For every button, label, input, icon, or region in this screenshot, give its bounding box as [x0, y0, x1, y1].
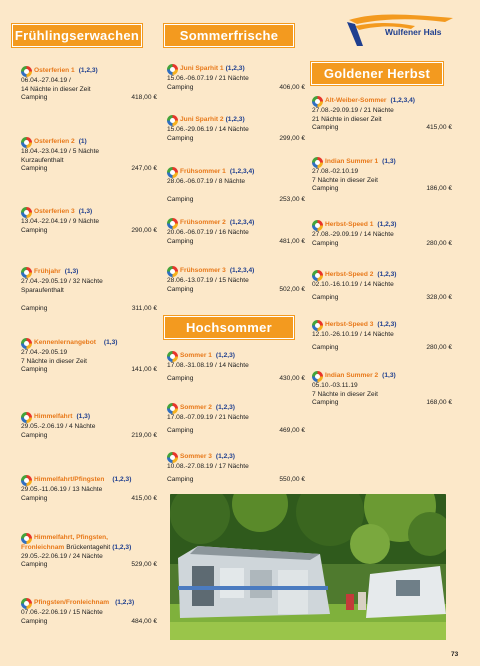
- offer-name: Pfingsten/Fronleichnam: [34, 599, 110, 607]
- offer-price: 219,00 €: [131, 431, 157, 439]
- offer-name: Himmelfahrt: [34, 413, 73, 421]
- offer-price: 168,00 €: [426, 399, 452, 407]
- offer-name: Juni Sparhit 2: [180, 116, 224, 124]
- offer-note: Kurzaufenthalt: [21, 156, 64, 164]
- offer-name: Himmelfahrt, Pfingsten,: [34, 534, 109, 542]
- offer-dates: 15.06.-29.06.19 / 14 Nächte: [167, 126, 249, 133]
- offer-dates: 29.05.-11.06.19 / 13 Nächte: [21, 486, 103, 493]
- offer-label: Camping: [167, 475, 194, 483]
- offer-note: 7 Nächte in dieser Zeit: [312, 390, 378, 398]
- offer-price: 253,00 €: [279, 195, 305, 203]
- campingplatz-icon: [167, 115, 178, 126]
- campingplatz-icon: [21, 598, 32, 609]
- offer-label: Camping: [167, 426, 194, 434]
- offer-dates: 27.04.-29.05.19 / 32 Nächte: [21, 278, 103, 285]
- offer-label: Camping: [21, 617, 48, 625]
- offer-label: Camping: [312, 399, 339, 407]
- offer-price: 328,00 €: [426, 293, 452, 301]
- offer-label: Camping: [312, 239, 339, 247]
- offer-osterferien-3: [21, 207, 157, 235]
- offer-label: Camping: [21, 431, 48, 439]
- offer-name: Frühsommer 1: [180, 168, 226, 176]
- offer-extra: Brückentagehit: [66, 544, 111, 551]
- offer-label: Camping: [21, 494, 48, 502]
- offer-dates: 17.08.-31.08.19 / 14 Nächte: [167, 362, 249, 369]
- offer-fruehsommer-1: [167, 167, 305, 204]
- offer-himmelfahrt-pfingsten-fronleichnam: [21, 533, 157, 570]
- offer-codes: (1,3): [64, 268, 79, 276]
- offer-indian-summer-2: [312, 371, 452, 408]
- offer-label: Camping: [21, 94, 48, 102]
- campingplatz-icon: [312, 157, 323, 168]
- logo-text: Wulfener Hals: [385, 27, 442, 37]
- offer-price: 484,00 €: [131, 617, 157, 625]
- campingplatz-icon: [312, 320, 323, 331]
- offer-codes: (1,2,3): [112, 476, 132, 484]
- offer-dates: 20.06.-06.07.19 / 16 Nächte: [167, 229, 249, 236]
- offer-codes: (1,2,3): [215, 404, 235, 412]
- offer-alt-weiber-sommer: [312, 96, 452, 133]
- offer-name: Frühsommer 3: [180, 267, 226, 275]
- offer-note: 14 Nächte in dieser Zeit: [21, 85, 91, 93]
- offer-label: Camping: [21, 561, 48, 569]
- offer-codes: (1,2,3): [115, 599, 135, 607]
- offer-dates: 02.10.-16.10.19 / 14 Nächte: [312, 281, 394, 288]
- offer-juni-sparhit-1: [167, 64, 305, 92]
- offer-codes: (1,2,3,4): [229, 168, 255, 176]
- offer-price: 481,00 €: [279, 237, 305, 245]
- offer-codes: (1,2,3): [112, 544, 132, 551]
- offer-label: Camping: [167, 83, 194, 91]
- offer-name: Osterferien 2: [34, 138, 75, 146]
- section-header-hochsommer: Hochsommer: [164, 316, 294, 339]
- offer-codes: (1,2,3): [377, 321, 397, 329]
- offer-dates: 27.04.-29.05.19: [21, 349, 68, 356]
- offer-name: Himmelfahrt/Pfingsten: [34, 476, 105, 484]
- offer-price: 502,00 €: [279, 285, 305, 293]
- offer-codes: (1,2,3,4): [390, 97, 415, 105]
- offer-price: 529,00 €: [131, 561, 157, 569]
- offer-codes: (1,3): [382, 372, 396, 380]
- offer-name: Osterferien 1: [34, 67, 75, 75]
- offer-sommer-1: [167, 351, 305, 383]
- campingplatz-icon: [167, 266, 178, 277]
- offer-codes: (1,2,3): [215, 352, 235, 360]
- offer-dates: 27.08.-29.09.19 / 21 Nächte: [312, 107, 394, 114]
- offer-price: 406,00 €: [279, 83, 305, 91]
- campingplatz-icon: [21, 475, 32, 486]
- offer-fruehsommer-2: [167, 218, 305, 246]
- offer-pfingsten-fronleichnam: [21, 598, 157, 626]
- offer-price: 280,00 €: [426, 239, 452, 247]
- offer-price: 141,00 €: [131, 366, 157, 374]
- offer-name: Herbst-Speed 1: [325, 221, 374, 229]
- campingplatz-icon: [167, 167, 178, 178]
- offer-name: Sommer 3: [180, 453, 212, 461]
- campingplatz-icon: [312, 96, 323, 107]
- offer-sommer-3: [167, 452, 305, 484]
- offer-name: Alt-Weiber-Sommer: [325, 97, 387, 105]
- offer-name-line2: Fronleichnam: [21, 544, 65, 551]
- offer-label: Camping: [312, 185, 339, 193]
- offer-dates: 17.08.-07.09.19 / 21 Nächte: [167, 414, 249, 421]
- campingplatz-icon: [21, 338, 32, 349]
- campingplatz-icon: [21, 137, 32, 148]
- offer-label: Camping: [312, 343, 339, 351]
- offer-label: Camping: [167, 134, 194, 142]
- offer-juni-sparhit-2: [167, 115, 305, 143]
- campingplatz-icon: [312, 220, 323, 231]
- offer-price: 418,00 €: [131, 94, 157, 102]
- campingplatz-icon: [167, 64, 178, 75]
- offer-note: 7 Nächte in dieser Zeit: [21, 357, 87, 365]
- campingplatz-icon: [21, 267, 32, 278]
- offer-dates: 12.10.-26.10.19 / 14 Nächte: [312, 331, 394, 338]
- offer-name: Frühjahr: [34, 268, 61, 276]
- offer-codes: (1,2,3): [215, 453, 235, 461]
- offer-codes: (1): [78, 138, 87, 146]
- campingplatz-icon: [167, 218, 178, 229]
- campingplatz-icon: [312, 270, 323, 281]
- offer-price: 186,00 €: [426, 185, 452, 193]
- offer-name: Sommer 1: [180, 352, 212, 360]
- campingplatz-icon: [21, 207, 32, 218]
- offer-codes: (1,2,3): [225, 116, 245, 124]
- offer-label: Camping: [21, 226, 48, 234]
- offer-name: Juni Sparhit 1: [180, 65, 224, 73]
- offer-herbst-speed-3: [312, 320, 452, 352]
- offer-dates: 18.04.-23.04.19 / 5 Nächte: [21, 148, 100, 155]
- offer-name: Frühsommer 2: [180, 219, 226, 227]
- offer-codes: (1,3): [76, 413, 91, 421]
- offer-price: 430,00 €: [279, 374, 305, 382]
- campingplatz-icon: [21, 533, 32, 544]
- offer-price: 550,00 €: [279, 475, 305, 483]
- offer-name: Indian Summer 2: [325, 372, 379, 380]
- offer-price: 299,00 €: [279, 134, 305, 142]
- campingplatz-icon: [21, 66, 32, 77]
- offer-label: Camping: [167, 195, 194, 203]
- offer-dates: 27.08.-29.09.19 / 14 Nächte: [312, 231, 394, 238]
- offer-indian-summer-1: [312, 157, 452, 194]
- offer-himmelfahrt-pfingsten: [21, 475, 157, 503]
- page-number: 73: [451, 651, 459, 658]
- campground-photo: [170, 494, 446, 640]
- offer-codes: (1,3): [103, 339, 118, 347]
- offer-name: Indian Summer 1: [325, 158, 379, 166]
- offer-name: Herbst-Speed 3: [325, 321, 374, 329]
- offer-dates: 29.05.-22.06.19 / 24 Nächte: [21, 552, 103, 560]
- offer-price: 415,00 €: [131, 494, 157, 502]
- offer-label: Camping: [167, 374, 194, 382]
- campingplatz-icon: [21, 412, 32, 423]
- offer-osterferien-1: [21, 66, 157, 103]
- section-header-goldener-herbst: Goldener Herbst: [311, 62, 443, 85]
- offer-label: Camping: [21, 165, 48, 173]
- offer-name: Sommer 2: [180, 404, 212, 412]
- offer-codes: (1,2,3,4): [229, 219, 255, 227]
- offer-label: Camping: [21, 305, 48, 313]
- offer-fruehsommer-3: [167, 266, 305, 294]
- offer-label: Camping: [167, 237, 194, 245]
- offer-kennenlernangebot: [21, 338, 157, 375]
- offer-price: 280,00 €: [426, 343, 452, 351]
- offer-codes: (1,2,3): [377, 221, 397, 229]
- offer-price: 415,00 €: [426, 124, 452, 132]
- offer-dates: 13.04.-22.04.19 / 9 Nächte: [21, 218, 100, 225]
- offer-dates: 28.06.-13.07.19 / 15 Nächte: [167, 277, 249, 284]
- offer-price: 469,00 €: [279, 426, 305, 434]
- offer-price: 311,00 €: [131, 305, 157, 313]
- section-header-sommerfrische: Sommerfrische: [164, 24, 294, 47]
- campingplatz-icon: [167, 452, 178, 463]
- campingplatz-icon: [167, 351, 178, 362]
- offer-codes: (1,2,3): [377, 271, 397, 279]
- offer-codes: (1,3): [78, 208, 93, 216]
- offer-name: Herbst-Speed 2: [325, 271, 374, 279]
- offer-label: Camping: [167, 285, 194, 293]
- offer-note: 7 Nächte in dieser Zeit: [312, 176, 378, 184]
- offer-dates: 10.08.-27.08.19 / 17 Nächte: [167, 463, 249, 470]
- offer-codes: (1,2,3,4): [229, 267, 255, 275]
- campingplatz-icon: [312, 371, 323, 382]
- offer-codes: (1,2,3): [225, 65, 245, 73]
- offer-dates: 05.10.-03.11.19: [312, 382, 358, 389]
- offer-herbst-speed-2: [312, 270, 452, 302]
- offer-dates: 07.06.-22.06.19 / 15 Nächte: [21, 609, 103, 616]
- offer-label: Camping: [21, 366, 48, 374]
- offer-osterferien-2: [21, 137, 157, 174]
- offer-dates: 27.08.-02.10.19: [312, 168, 359, 175]
- offer-fruehjahr: [21, 267, 157, 314]
- offer-himmelfahrt: [21, 412, 157, 440]
- offer-codes: (1,3): [382, 158, 396, 166]
- offer-codes: (1,2,3): [78, 67, 98, 75]
- campingplatz-icon: [167, 403, 178, 414]
- offer-label: Camping: [312, 293, 339, 301]
- offer-note: Sparaufenthalt: [21, 286, 64, 294]
- offer-dates: 29.05.-2.06.19 / 4 Nächte: [21, 423, 96, 430]
- section-header-fruehlingserwachen: Frühlingserwachen: [12, 24, 142, 47]
- offer-label: Camping: [312, 124, 339, 132]
- offer-dates: 15.06.-06.07.19 / 21 Nächte: [167, 75, 249, 82]
- offer-price: 290,00 €: [131, 226, 157, 234]
- offer-herbst-speed-1: [312, 220, 452, 248]
- offer-note: 21 Nächte in dieser Zeit: [312, 115, 382, 123]
- offer-dates: 06.04.-27.04.19 /: [21, 77, 71, 84]
- offer-sommer-2: [167, 403, 305, 435]
- offer-name: Osterferien 3: [34, 208, 75, 216]
- offer-name: Kennenlernangebot: [34, 339, 96, 347]
- offer-dates: 28.06.-06.07.19 / 8 Nächte: [167, 178, 246, 185]
- offer-price: 247,00 €: [131, 165, 157, 173]
